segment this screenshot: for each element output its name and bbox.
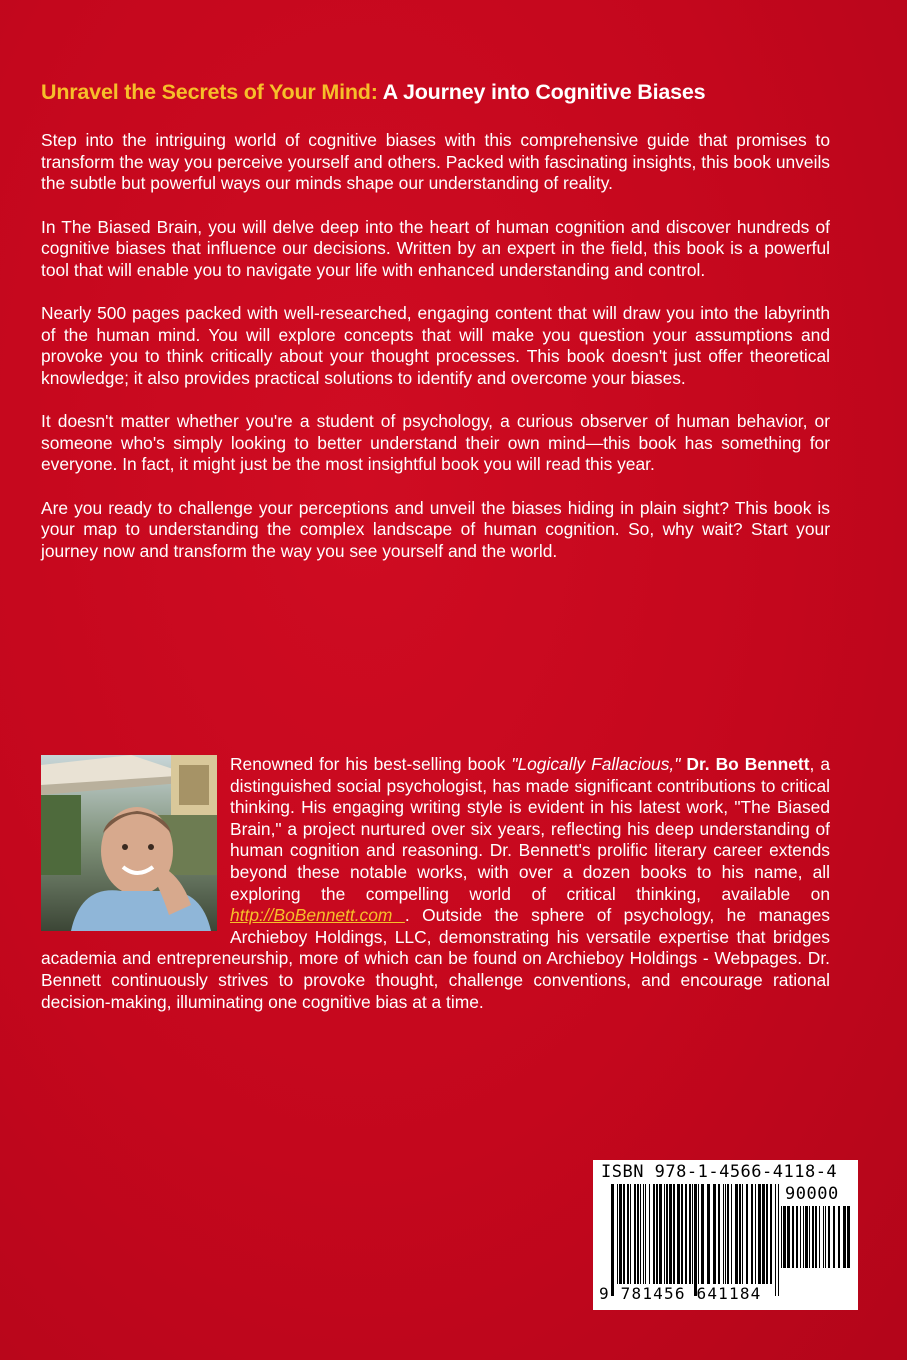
barcode-bar: [828, 1206, 830, 1268]
barcode-bar: [833, 1206, 835, 1268]
barcode-bar: [800, 1206, 801, 1268]
barcode-bar: [649, 1184, 650, 1284]
barcode-bar: [653, 1184, 655, 1284]
author-bio: [41, 754, 830, 1013]
barcode-bar: [805, 1206, 808, 1268]
blurb-paragraph: Are you ready to challenge your perceptions and unveil the biases hiding in plain sight? This book is your map to understanding the complex landscape of human cognition. So, why wait? Start your journey now and transform the way you see yourself and the world.: [41, 497, 830, 561]
barcode-bar: [751, 1184, 753, 1284]
photo-spacer: [41, 754, 230, 932]
bio-end: . Outside the sphere of psychology, he manages Archieboy Holdings, LLC, demonstrating his versatile expertise that bridges academia and entrepreneurship, more of which can be found on Archieboy Holdings - Webpages. Dr. Bennett continuously strives to provoke thought, challenge conventions, and encourage rational decision-making, illuminating one cognitive bias at a time.: [41, 905, 830, 1012]
barcode-bar: [742, 1184, 743, 1284]
barcode-bar: [803, 1206, 804, 1268]
barcode-bar: [762, 1184, 765, 1284]
back-cover-headline: [41, 80, 871, 105]
bio-intro: Renowned for his best-selling book: [230, 754, 512, 774]
blurb-paragraph: Step into the intriguing world of cognitive biases with this comprehensive guide that promises to transform the way you perceive yourself and others. Packed with fascinating insights, this book unveils the subtle but powerful ways our minds shape our understanding of reality.: [41, 130, 830, 193]
barcode-bar: [627, 1184, 629, 1284]
barcode-bar: [755, 1184, 756, 1284]
barcode-bar: [619, 1184, 622, 1284]
isbn-barcode: [593, 1160, 858, 1310]
barcode-bar: [698, 1184, 699, 1284]
blurb-body: [41, 130, 830, 584]
barcode-bar: [634, 1184, 636, 1284]
barcode-bar: [666, 1184, 668, 1284]
barcode-bar: [643, 1184, 644, 1284]
barcode-bar: [727, 1184, 729, 1284]
headline-part-main: A Journey into Cognitive Biases: [382, 80, 706, 104]
barcode-bar: [739, 1184, 741, 1284]
barcode-bar: [847, 1206, 850, 1268]
price-code: 90000: [785, 1184, 839, 1204]
ean-digits: 9 781456 641184: [599, 1284, 762, 1303]
barcode-bar: [796, 1206, 798, 1268]
barcode-bar: [809, 1206, 810, 1268]
barcode-bars: [611, 1184, 779, 1296]
author-website-link[interactable]: http://BoBennett.com: [230, 905, 405, 926]
blurb-paragraph: Nearly 500 pages packed with well-researched, engaging content that will draw you into the labyrinth of the human mind. You will explore concepts that will make you question your assumptions and provoke you to think critically about your thought processes. This book doesn't just offer theoretical knowledge; it also provides practical solutions to identify and overcome your biases.: [41, 303, 830, 388]
barcode-bar: [815, 1206, 817, 1268]
barcode-bar: [735, 1184, 738, 1284]
barcode-bar: [812, 1206, 814, 1268]
barcode-bar: [783, 1206, 786, 1268]
barcode-bar: [645, 1184, 646, 1284]
barcode-bar: [694, 1184, 697, 1296]
bio-middle: , a distinguished social psychologist, has made significant contributions to critical thinking. His engaging writing style is evident in his latest work, "The Biased Brain," a project nurtured over six years, reflecting his deep understanding of human cognition and reasoning. Dr. Bennett's prolific literary career extends beyond these notable works, with over a dozen books to his name, all exploring the compelling world of critical thinking, available on: [230, 754, 830, 904]
author-name: Dr. Bo Bennett: [686, 754, 810, 774]
blurb-paragraph: It doesn't matter whether you're a student of psychology, a curious observer of human behavior, or someone who's simply looking to better understand their own mind—this book has something for everyone. In fact, it might just be the most insightful book you will read this year.: [41, 411, 830, 474]
barcode-bar: [685, 1184, 687, 1284]
barcode-bar: [778, 1184, 779, 1296]
blurb-paragraph: In The Biased Brain, you will delve deep into the heart of human cognition and discover hundreds of cognitive biases that influence our decisions. Written by an expert in the field, this book is a powerful tool that will enable you to navigate your life with enhanced understanding and control.: [41, 216, 830, 280]
isbn-number: ISBN 978-1-4566-4118-4: [601, 1162, 838, 1182]
barcode-bar: [701, 1184, 704, 1284]
barcode-bar: [792, 1206, 794, 1268]
barcode-bar: [673, 1184, 675, 1284]
addon-bars: [781, 1206, 851, 1280]
barcode-bar: [623, 1184, 625, 1284]
barcode-bar: [775, 1184, 776, 1296]
barcode-bar: [825, 1206, 826, 1268]
barcode-bar: [770, 1184, 772, 1284]
barcode-bar: [787, 1206, 790, 1268]
barcode-bar: [758, 1184, 761, 1284]
barcode-bar: [611, 1184, 614, 1296]
barcode-bar: [731, 1184, 732, 1284]
barcode-bar: [681, 1184, 683, 1284]
barcode-bar: [689, 1184, 691, 1284]
barcode-bar: [725, 1184, 726, 1284]
barcode-bar: [819, 1206, 820, 1268]
barcode-bar: [823, 1206, 824, 1268]
barcode-bar: [723, 1184, 724, 1284]
bio-book-title: "Logically Fallacious,": [511, 754, 681, 774]
barcode-bar: [843, 1206, 846, 1268]
barcode-bar: [617, 1184, 618, 1284]
barcode-bar: [664, 1184, 665, 1284]
barcode-bar: [640, 1184, 641, 1284]
barcode-bar: [746, 1184, 748, 1284]
barcode-bar: [692, 1184, 693, 1284]
barcode-bar: [766, 1184, 768, 1284]
barcode-bar: [659, 1184, 662, 1284]
barcode-bar: [713, 1184, 716, 1284]
barcode-bar: [637, 1184, 639, 1284]
barcode-bar: [656, 1184, 658, 1284]
headline-part-accent: Unravel the Secrets of Your Mind:: [41, 80, 378, 104]
barcode-bar: [781, 1206, 782, 1268]
barcode-bar: [838, 1206, 840, 1268]
barcode-bar: [677, 1184, 680, 1284]
barcode-bar: [669, 1184, 672, 1284]
barcode-bar: [718, 1184, 720, 1284]
barcode-bar: [707, 1184, 710, 1284]
barcode-bar: [630, 1184, 631, 1284]
